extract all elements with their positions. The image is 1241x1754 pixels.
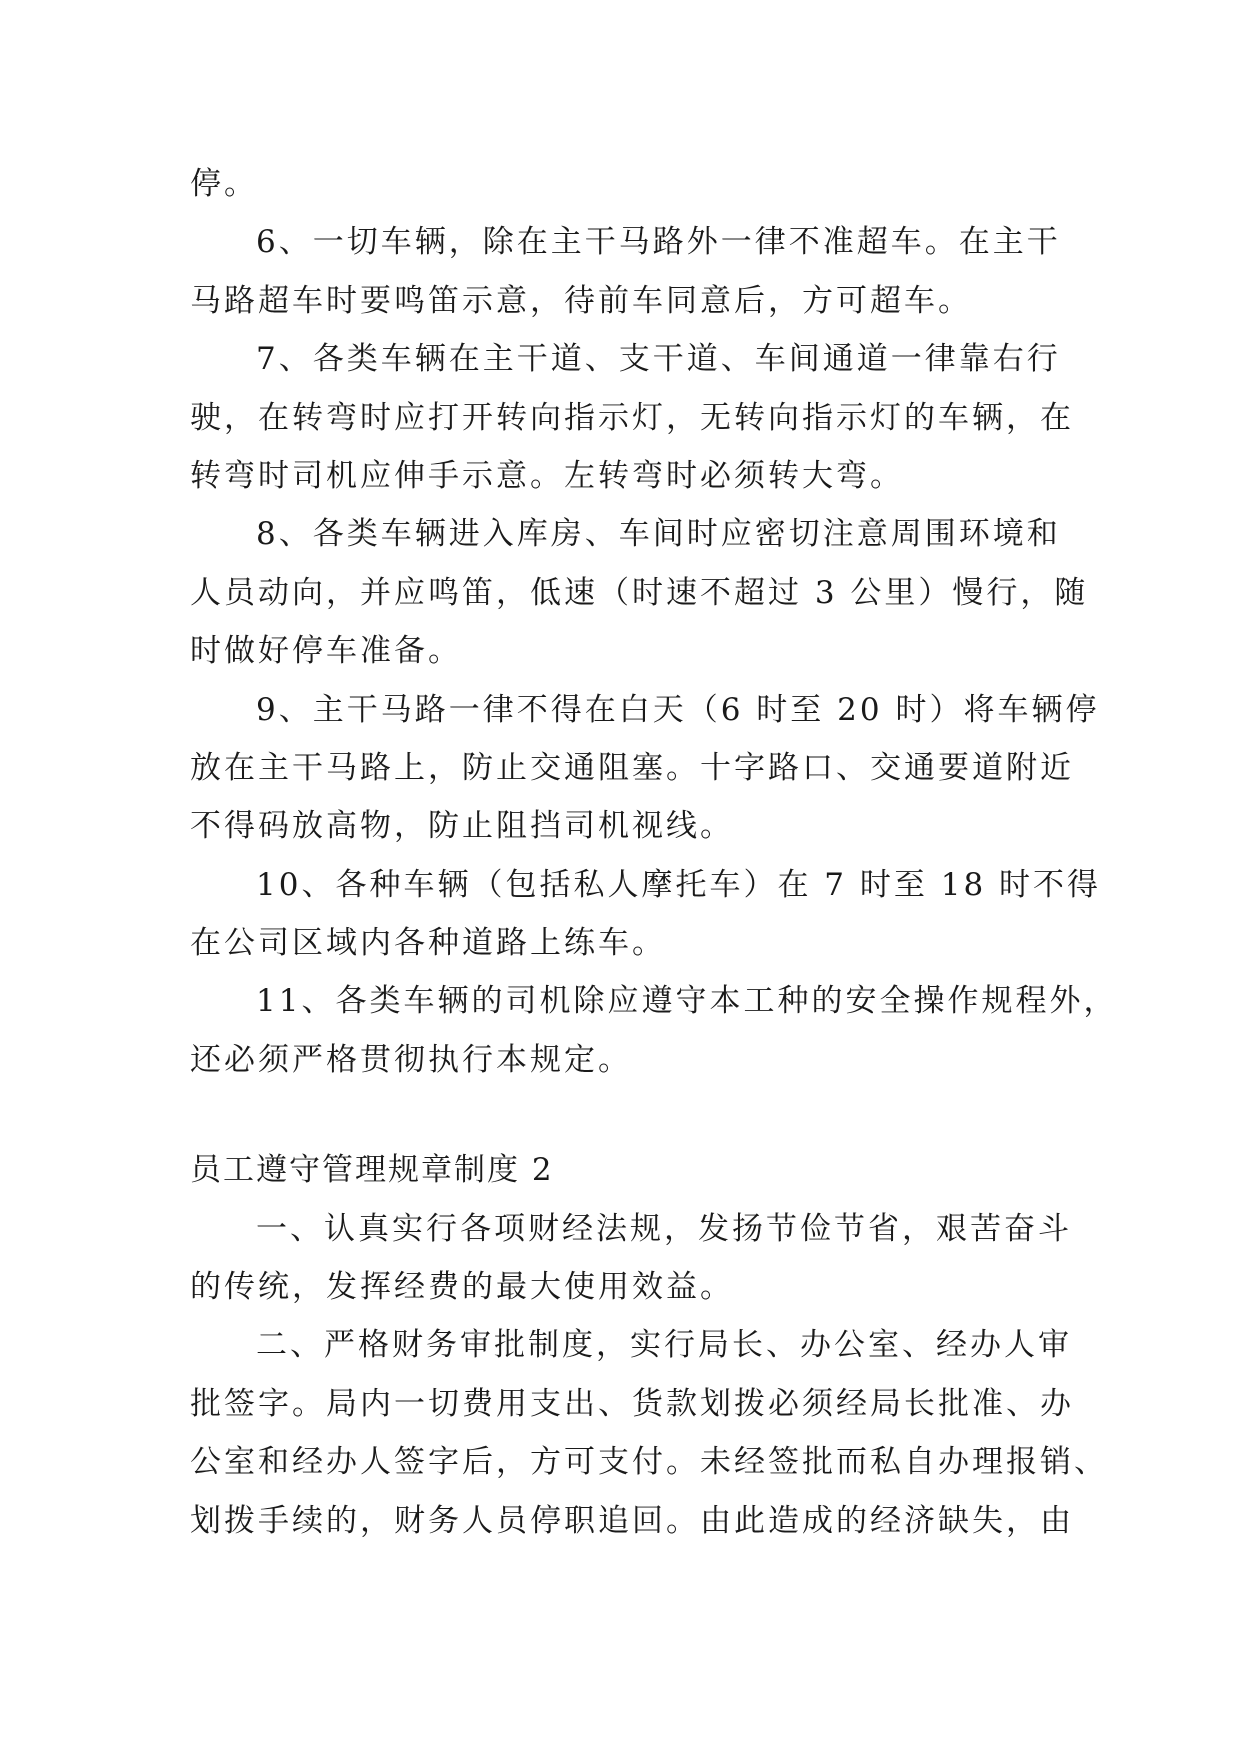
section2-body: [190, 1200, 1108, 1550]
text-line: 马路超车时要鸣笛示意，待前车同意后，方可超车。: [190, 282, 972, 319]
text-line: 在公司区域内各种道路上练车。: [190, 925, 666, 962]
text-line: 不得码放高物，防止阻挡司机视线。: [190, 808, 734, 845]
text-line: 6、一切车辆，除在主干马路外一律不准超车。在主干: [256, 224, 1061, 261]
text-line: 11、各类车辆的司机除应遵守本工种的安全操作规程外，: [256, 983, 1118, 1020]
text-line: 批签字。局内一切费用支出、货款划拨必须经局长批准、办: [190, 1385, 1074, 1422]
text-line: 二、严格财务审批制度，实行局长、办公室、经办人审: [256, 1327, 1072, 1364]
section-gap: [190, 1089, 1050, 1141]
section1-body: [190, 155, 1118, 1089]
text-line: 9、主干马路一律不得在白天（6 时至 20 时）将车辆停: [256, 691, 1100, 728]
text-line: 10、各种车辆（包括私人摩托车）在 7 时至 18 时不得: [256, 866, 1102, 903]
text-line: 还必须严格贯彻执行本规定。: [190, 1041, 632, 1078]
text-line: 转弯时司机应伸手示意。左转弯时必须转大弯。: [190, 457, 904, 494]
text-line: 公室和经办人签字后，方可支付。未经签批而私自办理报销、: [190, 1444, 1108, 1481]
text-line: 划拨手续的，财务人员停职追回。由此造成的经济缺失，由: [190, 1502, 1074, 1539]
text-line: 驶，在转弯时应打开转向指示灯，无转向指示灯的车辆，在: [190, 399, 1074, 436]
text-line: 放在主干马路上，防止交通阻塞。十字路口、交通要道附近: [190, 749, 1074, 786]
text-line: 8、各类车辆进入库房、车间时应密切注意周围环境和: [256, 516, 1061, 553]
text-line: 停。: [190, 166, 258, 202]
text-line: 7、各类车辆在主干道、支干道、车间通道一律靠右行: [256, 341, 1061, 378]
text-line: 人员动向，并应鸣笛，低速（时速不超过 3 公里）慢行，随: [190, 574, 1089, 611]
text-line: 一、认真实行各项财经法规，发扬节俭节省，艰苦奋斗: [256, 1210, 1072, 1247]
section-title: 员工遵守管理规章制度 2: [190, 1152, 554, 1189]
document-page: [190, 155, 1118, 1550]
text-line: 时做好停车准备。: [190, 633, 462, 670]
text-line: 的传统，发挥经费的最大使用效益。: [190, 1269, 734, 1306]
